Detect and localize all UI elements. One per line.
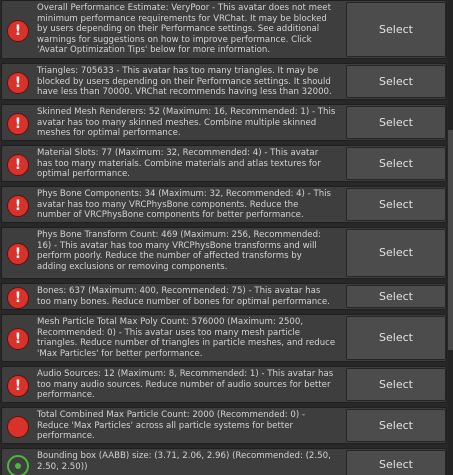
select-button[interactable]: Select: [346, 2, 446, 57]
select-button[interactable]: Select: [346, 65, 446, 98]
error-icon: [7, 287, 29, 309]
validation-message: Skinned Mesh Renderers: 52 (Maximum: 16, Recommended: 1) - This avatar has too many skinned meshes. Combine multiple skinned meshes for optimal performance.: [37, 107, 336, 138]
select-button[interactable]: Select: [346, 450, 446, 475]
select-button[interactable]: Select: [346, 316, 446, 360]
select-button[interactable]: Select: [346, 147, 446, 180]
error-icon: [7, 375, 29, 397]
error-icon: [7, 20, 29, 42]
validation-message: Overall Performance Estimate: VeryPoor - This avatar does not meet minimum performance requirements for VRChat. It may be blocked by users depending on their Performance settings. See additional warnings for suggestions on how to improve performance. Click 'Avatar Optimization Tips' below for more information.: [37, 3, 331, 55]
scrollbar-thumb[interactable]: [448, 130, 453, 350]
error-dot-icon: [7, 416, 29, 438]
validation-message: Bones: 637 (Maximum: 400, Recommended: 75) - This avatar has too many bones. Reduce number of bones for optimal performance.: [37, 286, 330, 307]
select-button[interactable]: Select: [346, 368, 446, 401]
select-button[interactable]: Select: [346, 229, 446, 277]
validation-message: Phys Bone Components: 34 (Maximum: 32, Recommended: 4) - This avatar has too many VRCPhysBone components. Reduce the number of VRCPhysBone components for better performance.: [37, 189, 332, 220]
validation-row: [1, 145, 447, 182]
error-icon: [7, 113, 29, 135]
validation-message: Audio Sources: 12 (Maximum: 8, Recommended: 1) - This avatar has too many audio sources. Reduce number of audio sources for better performance.: [37, 369, 334, 400]
validation-message: Phys Bone Transform Count: 469 (Maximum: 256, Recommended: 16) - This avatar has too many VRCPhysBone transforms and will perform poorly. Reduce the number of affected transforms by adding exclusions or removing components.: [37, 230, 321, 272]
error-icon: [7, 154, 29, 176]
validation-row: [1, 314, 447, 362]
select-button[interactable]: Select: [346, 409, 446, 442]
validation-message: Material Slots: 77 (Maximum: 32, Recommended: 4) - This avatar has too many materials. Combine materials and atlas textures for optimal performance.: [37, 148, 321, 179]
validation-message: Bounding box (AABB) size: (3.71, 2.06, 2.96) (Recommended: (2.50, 2.50, 2.50)): [37, 451, 331, 472]
select-button[interactable]: Select: [346, 188, 446, 221]
info-icon: [7, 455, 29, 475]
scrollbar[interactable]: [448, 0, 453, 475]
validation-row: [1, 63, 447, 100]
error-icon: [7, 195, 29, 217]
validation-message: Total Combined Max Particle Count: 2000 (Recommended: 0) - Reduce 'Max Particles' across all particle systems for better performance.: [37, 410, 306, 441]
error-icon: [7, 72, 29, 94]
validation-row: [1, 366, 447, 403]
validation-row: [1, 283, 447, 310]
select-button[interactable]: Select: [346, 106, 446, 139]
validation-row: [1, 186, 447, 223]
validation-row: [1, 407, 447, 444]
error-icon: [7, 328, 29, 350]
validation-message: Triangles: 705633 - This avatar has too many triangles. It may be blocked by users depending on their Performance settings. It should have less than 70000. VRChat recommends having less than 32000.: [37, 66, 332, 97]
validation-row: [1, 104, 447, 141]
error-icon: [7, 243, 29, 265]
validation-row: [1, 0, 447, 59]
validation-row: [1, 448, 447, 475]
validation-message: Mesh Particle Total Max Poly Count: 576000 (Maximum: 2500, Recommended: 0) - This avatar uses too many mesh particle triangles. Reduce number of triangles in particle meshes, and reduce 'Max Particles' for better performance.: [37, 317, 336, 359]
validation-row: [1, 227, 447, 279]
select-button[interactable]: Select: [346, 285, 446, 308]
